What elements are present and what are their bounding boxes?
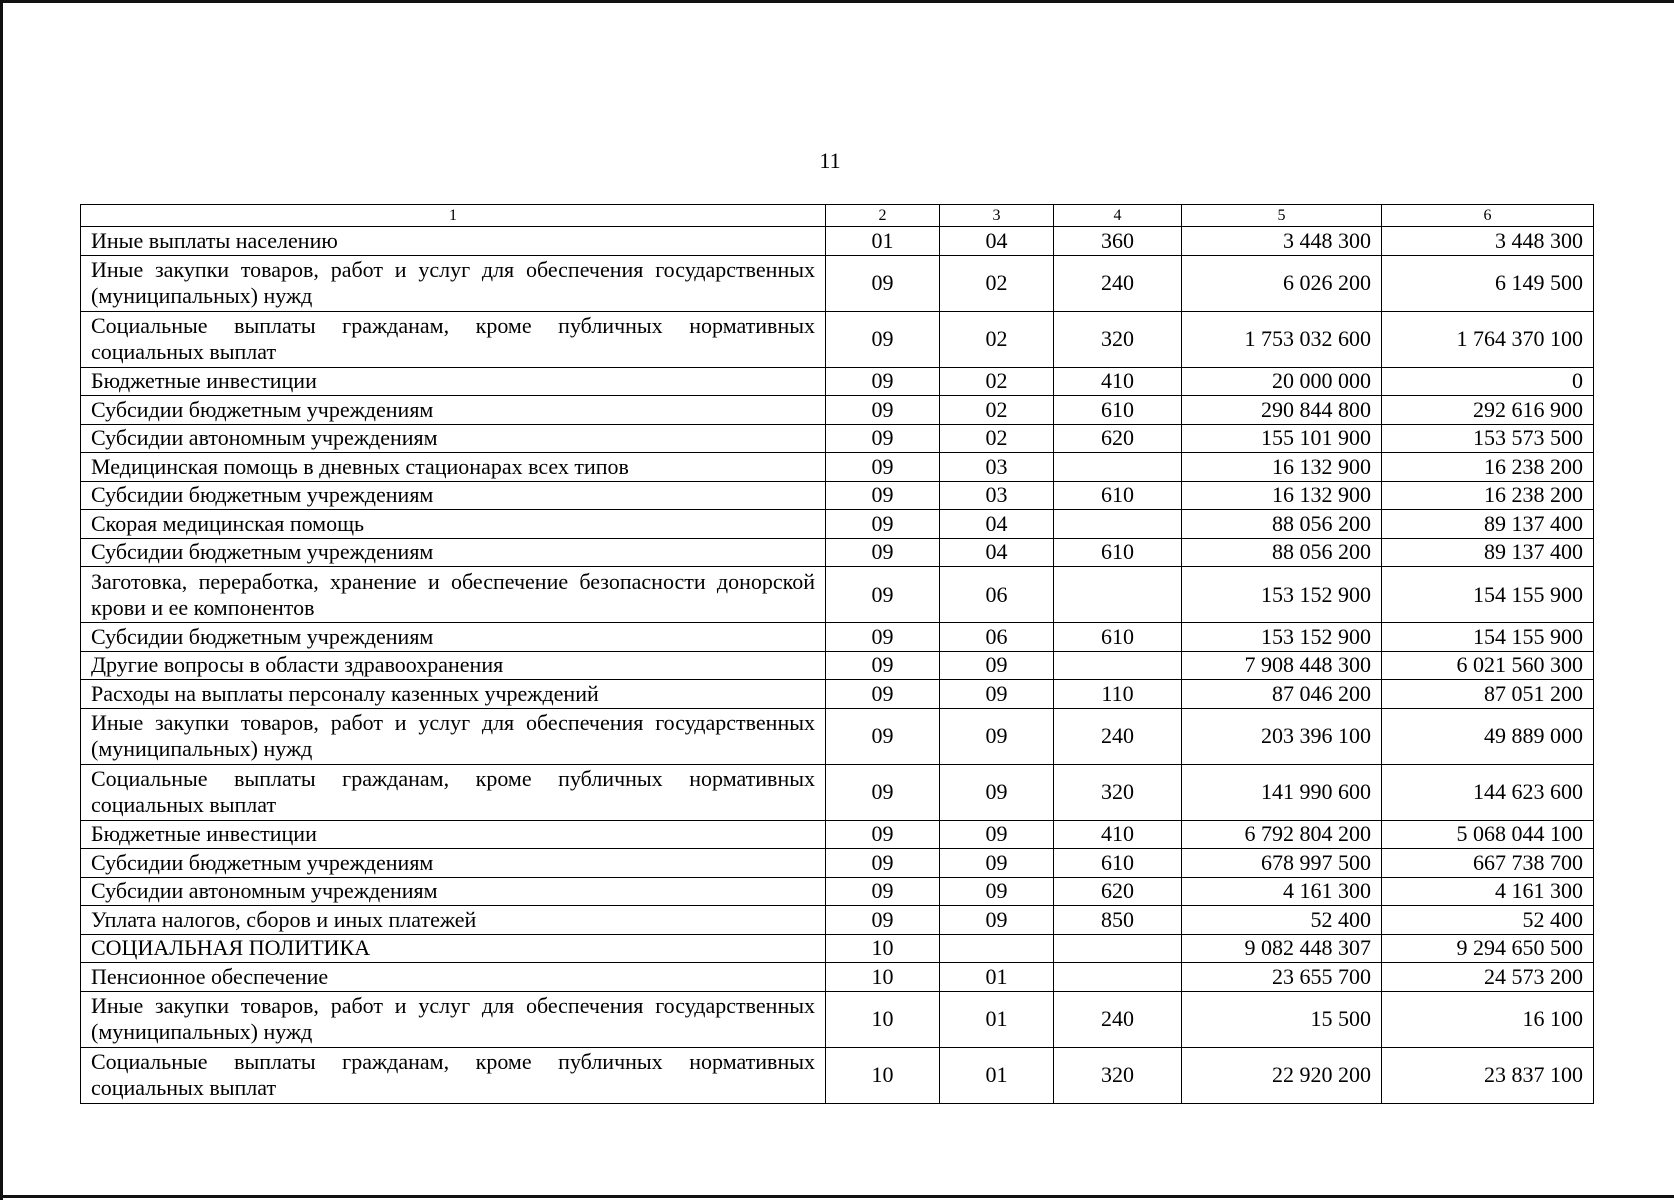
- table-row: [81, 991, 1594, 1047]
- row-amount-year1-cell: 87 046 200: [1182, 680, 1382, 709]
- row-name-cell: Другие вопросы в области здравоохранения: [81, 651, 826, 680]
- scan-border-bottom: [0, 1195, 1674, 1198]
- row-amount-year2-cell: 49 889 000: [1382, 708, 1594, 764]
- table-row: [81, 906, 1594, 935]
- row-subsection-cell: 02: [940, 424, 1054, 453]
- row-name-cell: Социальные выплаты гражданам, кроме публичных нормативных социальных выплат: [81, 764, 826, 820]
- row-amount-year2-cell: 6 149 500: [1382, 255, 1594, 311]
- row-section-cell: 10: [826, 963, 940, 992]
- row-name-cell: СОЦИАЛЬНАЯ ПОЛИТИКА: [81, 934, 826, 963]
- table-row: [81, 934, 1594, 963]
- table-row: [81, 963, 1594, 992]
- table-row: [81, 567, 1594, 623]
- row-expense-type-cell: 240: [1054, 708, 1182, 764]
- column-number-row: [81, 205, 1594, 227]
- row-subsection-cell: 09: [940, 708, 1054, 764]
- row-amount-year2-cell: 16 100: [1382, 991, 1594, 1047]
- row-section-cell: 09: [826, 820, 940, 849]
- row-expense-type-cell: 620: [1054, 877, 1182, 906]
- row-name-cell: Иные выплаты населению: [81, 227, 826, 256]
- row-name-cell: Заготовка, переработка, хранение и обеспечение безопасности донорской крови и ее компонентов: [81, 567, 826, 623]
- row-amount-year2-cell: 87 051 200: [1382, 680, 1594, 709]
- row-subsection-cell: 02: [940, 311, 1054, 367]
- table-row: [81, 227, 1594, 256]
- row-expense-type-cell: 320: [1054, 1047, 1182, 1103]
- row-section-cell: 09: [826, 651, 940, 680]
- row-subsection-cell: 03: [940, 481, 1054, 510]
- row-amount-year1-cell: 155 101 900: [1182, 424, 1382, 453]
- row-expense-type-cell: 610: [1054, 623, 1182, 652]
- row-subsection-cell: [940, 934, 1054, 963]
- row-subsection-cell: 09: [940, 680, 1054, 709]
- table-row: [81, 367, 1594, 396]
- row-name-cell: Уплата налогов, сборов и иных платежей: [81, 906, 826, 935]
- row-section-cell: 10: [826, 991, 940, 1047]
- row-subsection-cell: 06: [940, 623, 1054, 652]
- row-section-cell: 09: [826, 764, 940, 820]
- row-section-cell: 09: [826, 708, 940, 764]
- row-section-cell: 09: [826, 680, 940, 709]
- row-expense-type-cell: 410: [1054, 820, 1182, 849]
- row-subsection-cell: 06: [940, 567, 1054, 623]
- row-amount-year1-cell: 23 655 700: [1182, 963, 1382, 992]
- row-name-cell: Субсидии автономным учреждениям: [81, 877, 826, 906]
- row-name-cell: Иные закупки товаров, работ и услуг для обеспечения государственных (муниципальных) нужд: [81, 708, 826, 764]
- row-expense-type-cell: [1054, 651, 1182, 680]
- row-amount-year2-cell: 16 238 200: [1382, 481, 1594, 510]
- row-subsection-cell: 09: [940, 764, 1054, 820]
- column-number-header: 2: [826, 205, 940, 227]
- row-expense-type-cell: 410: [1054, 367, 1182, 396]
- row-expense-type-cell: [1054, 453, 1182, 482]
- table-row: [81, 481, 1594, 510]
- row-name-cell: Субсидии бюджетным учреждениям: [81, 623, 826, 652]
- row-amount-year2-cell: 16 238 200: [1382, 453, 1594, 482]
- row-amount-year2-cell: 6 021 560 300: [1382, 651, 1594, 680]
- row-amount-year1-cell: 153 152 900: [1182, 567, 1382, 623]
- row-section-cell: 09: [826, 877, 940, 906]
- row-amount-year1-cell: 4 161 300: [1182, 877, 1382, 906]
- table-row: [81, 510, 1594, 539]
- row-section-cell: 09: [826, 367, 940, 396]
- row-subsection-cell: 04: [940, 227, 1054, 256]
- row-expense-type-cell: 240: [1054, 991, 1182, 1047]
- row-name-cell: Медицинская помощь в дневных стационарах всех типов: [81, 453, 826, 482]
- scan-border-left: [0, 0, 3, 1200]
- row-amount-year1-cell: 15 500: [1182, 991, 1382, 1047]
- table-row: [81, 849, 1594, 878]
- row-amount-year1-cell: 16 132 900: [1182, 453, 1382, 482]
- row-amount-year2-cell: 1 764 370 100: [1382, 311, 1594, 367]
- row-section-cell: 09: [826, 567, 940, 623]
- row-subsection-cell: 04: [940, 510, 1054, 539]
- table-row: [81, 877, 1594, 906]
- table-row: [81, 820, 1594, 849]
- row-amount-year1-cell: 6 792 804 200: [1182, 820, 1382, 849]
- row-amount-year2-cell: 89 137 400: [1382, 538, 1594, 567]
- row-amount-year2-cell: 9 294 650 500: [1382, 934, 1594, 963]
- row-name-cell: Скорая медицинская помощь: [81, 510, 826, 539]
- row-section-cell: 09: [826, 481, 940, 510]
- row-section-cell: 09: [826, 424, 940, 453]
- row-name-cell: Социальные выплаты гражданам, кроме публичных нормативных социальных выплат: [81, 1047, 826, 1103]
- row-subsection-cell: 02: [940, 396, 1054, 425]
- row-amount-year1-cell: 153 152 900: [1182, 623, 1382, 652]
- row-amount-year2-cell: 89 137 400: [1382, 510, 1594, 539]
- row-name-cell: Бюджетные инвестиции: [81, 367, 826, 396]
- row-amount-year1-cell: 22 920 200: [1182, 1047, 1382, 1103]
- row-subsection-cell: 09: [940, 651, 1054, 680]
- row-name-cell: Социальные выплаты гражданам, кроме публичных нормативных социальных выплат: [81, 311, 826, 367]
- table-row: [81, 311, 1594, 367]
- row-name-cell: Субсидии бюджетным учреждениям: [81, 481, 826, 510]
- row-name-cell: Субсидии бюджетным учреждениям: [81, 849, 826, 878]
- row-amount-year1-cell: 88 056 200: [1182, 538, 1382, 567]
- row-section-cell: 01: [826, 227, 940, 256]
- row-section-cell: 09: [826, 906, 940, 935]
- table-row: [81, 680, 1594, 709]
- row-name-cell: Субсидии автономным учреждениям: [81, 424, 826, 453]
- row-amount-year1-cell: 52 400: [1182, 906, 1382, 935]
- row-amount-year1-cell: 3 448 300: [1182, 227, 1382, 256]
- row-amount-year1-cell: 1 753 032 600: [1182, 311, 1382, 367]
- row-subsection-cell: 09: [940, 877, 1054, 906]
- row-subsection-cell: 09: [940, 849, 1054, 878]
- budget-table: [80, 204, 1594, 1104]
- row-section-cell: 09: [826, 311, 940, 367]
- page-number: 11: [819, 148, 841, 173]
- row-section-cell: 09: [826, 396, 940, 425]
- row-section-cell: 09: [826, 849, 940, 878]
- row-subsection-cell: 01: [940, 991, 1054, 1047]
- row-expense-type-cell: [1054, 510, 1182, 539]
- row-section-cell: 09: [826, 255, 940, 311]
- row-amount-year2-cell: 154 155 900: [1382, 623, 1594, 652]
- row-subsection-cell: 02: [940, 255, 1054, 311]
- row-expense-type-cell: 110: [1054, 680, 1182, 709]
- table-body: [81, 227, 1594, 1104]
- row-name-cell: Бюджетные инвестиции: [81, 820, 826, 849]
- row-section-cell: 09: [826, 510, 940, 539]
- row-amount-year1-cell: 16 132 900: [1182, 481, 1382, 510]
- table-row: [81, 453, 1594, 482]
- row-expense-type-cell: 620: [1054, 424, 1182, 453]
- scan-border-top: [0, 0, 1674, 3]
- row-amount-year2-cell: 153 573 500: [1382, 424, 1594, 453]
- column-number-header: 1: [81, 205, 826, 227]
- table-row: [81, 1047, 1594, 1103]
- column-number-header: 5: [1182, 205, 1382, 227]
- row-section-cell: 09: [826, 623, 940, 652]
- row-expense-type-cell: 610: [1054, 396, 1182, 425]
- row-amount-year1-cell: 9 082 448 307: [1182, 934, 1382, 963]
- row-amount-year2-cell: 5 068 044 100: [1382, 820, 1594, 849]
- row-expense-type-cell: [1054, 963, 1182, 992]
- row-subsection-cell: 02: [940, 367, 1054, 396]
- column-number-header: 3: [940, 205, 1054, 227]
- row-expense-type-cell: 320: [1054, 311, 1182, 367]
- row-amount-year2-cell: 4 161 300: [1382, 877, 1594, 906]
- column-number-header: 6: [1382, 205, 1594, 227]
- row-amount-year1-cell: 678 997 500: [1182, 849, 1382, 878]
- row-amount-year1-cell: 6 026 200: [1182, 255, 1382, 311]
- table-row: [81, 255, 1594, 311]
- row-section-cell: 09: [826, 453, 940, 482]
- table-row: [81, 396, 1594, 425]
- row-subsection-cell: 03: [940, 453, 1054, 482]
- row-expense-type-cell: [1054, 567, 1182, 623]
- row-amount-year2-cell: 144 623 600: [1382, 764, 1594, 820]
- row-expense-type-cell: 610: [1054, 538, 1182, 567]
- row-amount-year1-cell: 88 056 200: [1182, 510, 1382, 539]
- row-name-cell: Расходы на выплаты персоналу казенных учреждений: [81, 680, 826, 709]
- row-amount-year1-cell: 203 396 100: [1182, 708, 1382, 764]
- row-amount-year2-cell: 292 616 900: [1382, 396, 1594, 425]
- row-amount-year2-cell: 24 573 200: [1382, 963, 1594, 992]
- row-expense-type-cell: 360: [1054, 227, 1182, 256]
- row-name-cell: Иные закупки товаров, работ и услуг для обеспечения государственных (муниципальных) нужд: [81, 991, 826, 1047]
- row-subsection-cell: 04: [940, 538, 1054, 567]
- column-number-header: 4: [1054, 205, 1182, 227]
- row-subsection-cell: 09: [940, 820, 1054, 849]
- row-expense-type-cell: 850: [1054, 906, 1182, 935]
- row-amount-year1-cell: 141 990 600: [1182, 764, 1382, 820]
- table-row: [81, 538, 1594, 567]
- row-amount-year2-cell: 0: [1382, 367, 1594, 396]
- row-subsection-cell: 01: [940, 1047, 1054, 1103]
- row-name-cell: Пенсионное обеспечение: [81, 963, 826, 992]
- table-row: [81, 651, 1594, 680]
- row-amount-year2-cell: 154 155 900: [1382, 567, 1594, 623]
- row-amount-year1-cell: 20 000 000: [1182, 367, 1382, 396]
- row-amount-year2-cell: 3 448 300: [1382, 227, 1594, 256]
- row-amount-year2-cell: 52 400: [1382, 906, 1594, 935]
- table-row: [81, 623, 1594, 652]
- row-amount-year1-cell: 290 844 800: [1182, 396, 1382, 425]
- row-section-cell: 09: [826, 538, 940, 567]
- row-section-cell: 10: [826, 934, 940, 963]
- row-name-cell: Субсидии бюджетным учреждениям: [81, 396, 826, 425]
- row-name-cell: Субсидии бюджетным учреждениям: [81, 538, 826, 567]
- row-expense-type-cell: 320: [1054, 764, 1182, 820]
- row-name-cell: Иные закупки товаров, работ и услуг для обеспечения государственных (муниципальных) нужд: [81, 255, 826, 311]
- row-section-cell: 10: [826, 1047, 940, 1103]
- row-amount-year2-cell: 667 738 700: [1382, 849, 1594, 878]
- table-row: [81, 708, 1594, 764]
- table-row: [81, 424, 1594, 453]
- row-amount-year2-cell: 23 837 100: [1382, 1047, 1594, 1103]
- row-subsection-cell: 01: [940, 963, 1054, 992]
- row-expense-type-cell: [1054, 934, 1182, 963]
- row-subsection-cell: 09: [940, 906, 1054, 935]
- table-row: [81, 764, 1594, 820]
- row-expense-type-cell: 240: [1054, 255, 1182, 311]
- row-amount-year1-cell: 7 908 448 300: [1182, 651, 1382, 680]
- row-expense-type-cell: 610: [1054, 481, 1182, 510]
- row-expense-type-cell: 610: [1054, 849, 1182, 878]
